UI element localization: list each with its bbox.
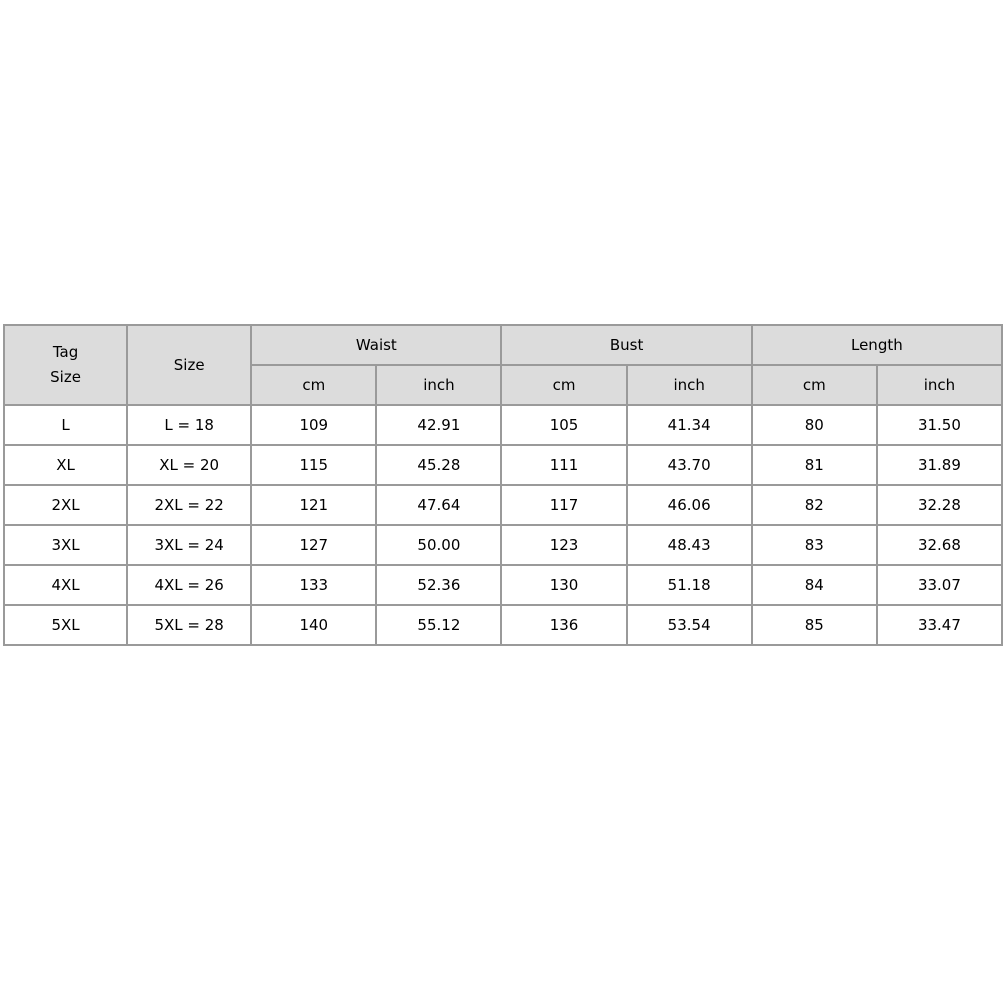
cell-bust-cm: 136	[501, 605, 626, 645]
cell-waist-inch: 52.36	[376, 565, 501, 605]
cell-waist-cm: 109	[251, 405, 376, 445]
cell-size: 3XL = 24	[127, 525, 251, 565]
cell-tag: 5XL	[4, 605, 127, 645]
cell-length-cm: 84	[752, 565, 877, 605]
cell-waist-cm: 115	[251, 445, 376, 485]
cell-tag: XL	[4, 445, 127, 485]
header-waist-cm: cm	[251, 365, 376, 405]
cell-length-cm: 82	[752, 485, 877, 525]
table-row	[4, 445, 1002, 485]
header-tag-size-line2: Size	[50, 368, 81, 386]
header-waist: Waist	[251, 325, 501, 365]
cell-length-cm: 85	[752, 605, 877, 645]
cell-length-inch: 33.07	[877, 565, 1002, 605]
table-row	[4, 565, 1002, 605]
cell-waist-cm: 133	[251, 565, 376, 605]
cell-waist-inch: 50.00	[376, 525, 501, 565]
header-tag-size-line1: Tag	[52, 343, 79, 361]
cell-length-cm: 80	[752, 405, 877, 445]
cell-tag: 3XL	[4, 525, 127, 565]
cell-length-cm: 83	[752, 525, 877, 565]
cell-bust-cm: 130	[501, 565, 626, 605]
cell-bust-cm: 123	[501, 525, 626, 565]
cell-bust-inch: 48.43	[627, 525, 752, 565]
cell-tag: 2XL	[4, 485, 127, 525]
header-length: Length	[752, 325, 1002, 365]
cell-waist-cm: 121	[251, 485, 376, 525]
cell-waist-inch: 42.91	[376, 405, 501, 445]
table-row	[4, 405, 1002, 445]
header-bust-cm: cm	[501, 365, 626, 405]
header-row-groups	[4, 325, 1002, 365]
header-length-inch: inch	[877, 365, 1002, 405]
table-row	[4, 525, 1002, 565]
cell-size: 2XL = 22	[127, 485, 251, 525]
cell-tag: L	[4, 405, 127, 445]
cell-length-inch: 32.28	[877, 485, 1002, 525]
header-size: Size	[127, 325, 251, 405]
size-chart-table	[3, 324, 1003, 646]
cell-bust-inch: 51.18	[627, 565, 752, 605]
cell-waist-cm: 140	[251, 605, 376, 645]
cell-bust-cm: 117	[501, 485, 626, 525]
cell-size: 5XL = 28	[127, 605, 251, 645]
cell-waist-inch: 47.64	[376, 485, 501, 525]
table-row	[4, 605, 1002, 645]
table-row	[4, 485, 1002, 525]
cell-size: L = 18	[127, 405, 251, 445]
cell-length-inch: 32.68	[877, 525, 1002, 565]
header-bust-inch: inch	[627, 365, 752, 405]
cell-bust-cm: 105	[501, 405, 626, 445]
cell-waist-cm: 127	[251, 525, 376, 565]
cell-bust-cm: 111	[501, 445, 626, 485]
cell-tag: 4XL	[4, 565, 127, 605]
cell-size: XL = 20	[127, 445, 251, 485]
header-length-cm: cm	[752, 365, 877, 405]
cell-bust-inch: 53.54	[627, 605, 752, 645]
header-waist-inch: inch	[376, 365, 501, 405]
header-bust: Bust	[501, 325, 751, 365]
cell-length-inch: 31.50	[877, 405, 1002, 445]
cell-length-inch: 31.89	[877, 445, 1002, 485]
cell-bust-inch: 46.06	[627, 485, 752, 525]
cell-size: 4XL = 26	[127, 565, 251, 605]
header-tag-size	[4, 325, 127, 405]
table-body	[4, 405, 1002, 645]
cell-bust-inch: 41.34	[627, 405, 752, 445]
cell-length-inch: 33.47	[877, 605, 1002, 645]
cell-length-cm: 81	[752, 445, 877, 485]
cell-waist-inch: 45.28	[376, 445, 501, 485]
cell-waist-inch: 55.12	[376, 605, 501, 645]
cell-bust-inch: 43.70	[627, 445, 752, 485]
